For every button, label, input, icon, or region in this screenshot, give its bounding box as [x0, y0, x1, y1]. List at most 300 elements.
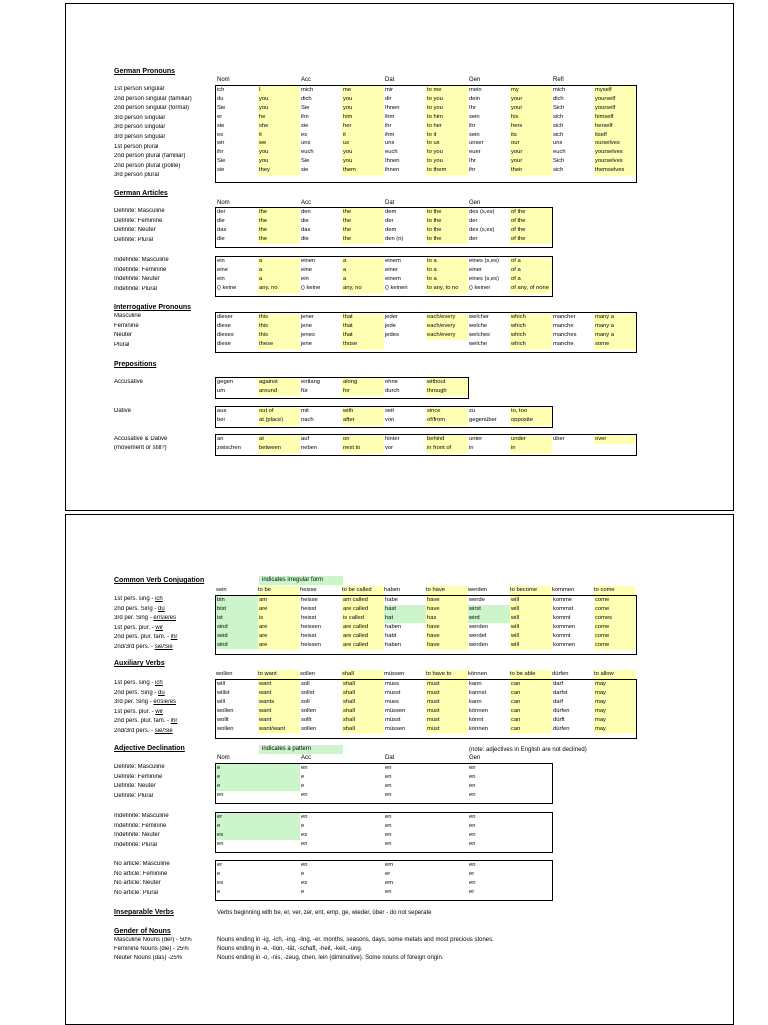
interrogative-cell: jene	[301, 340, 312, 347]
auxiliary-header-cell: dürfen	[552, 671, 569, 677]
auxiliary-cell: wollen	[217, 707, 234, 714]
pronoun-cell: to her	[426, 122, 468, 131]
adjective-indefinite-cell: en	[301, 814, 308, 820]
pronoun-cell: ihm	[385, 113, 395, 120]
dative-label: Dative	[114, 408, 132, 414]
adjective-header-acc: Acc	[301, 755, 312, 761]
adjective-indefinite-cell: en	[385, 822, 392, 829]
pronouns-title: German Pronouns	[114, 68, 176, 75]
auxiliary-cell: want/want	[258, 725, 300, 734]
interrogative-cell: welcher	[469, 314, 489, 320]
accusative-prep-row	[216, 378, 468, 387]
auxiliary-cell: can	[510, 707, 552, 716]
interrogative-row	[216, 331, 636, 340]
definite-article-cell: dem	[385, 226, 397, 233]
pronoun-cell: your	[510, 95, 552, 104]
definite-article-cell: der	[469, 217, 478, 224]
dative-prep-cell: nach	[301, 416, 314, 423]
auxiliary-cell: können	[469, 707, 489, 714]
interrogative-cell: jede	[385, 322, 396, 329]
row-label: Definite: Plural	[114, 792, 154, 799]
adjective-definite-row	[216, 782, 552, 791]
adjective-noarticle-row	[216, 861, 552, 870]
auxiliary-header-cell: to want	[257, 670, 299, 679]
conjugation-cell: have	[426, 641, 468, 650]
pronoun-cell: yourself	[594, 95, 636, 104]
pronoun-cell: mir	[385, 87, 394, 93]
pronoun-cell: euch	[385, 149, 398, 156]
pronoun-cell: your	[510, 104, 552, 113]
adjective-indefinite-cell: en	[385, 840, 392, 847]
adjective-noarticle-box	[215, 860, 553, 901]
auxiliary-cell: may	[594, 725, 636, 734]
pronouns-header-nom: Nom	[217, 77, 230, 83]
conjugation-row	[216, 596, 636, 605]
adjective-definite-cell: en	[385, 765, 392, 771]
conjugation-cell: are called	[342, 623, 384, 632]
pronoun-cell: ourselves	[594, 139, 636, 148]
row-label: 2nd pers. Sing - du	[114, 605, 165, 612]
gender-neuter-label: Neuter Nouns (das) -25%	[114, 955, 183, 961]
row-label: No article: Feminine	[114, 870, 168, 877]
interrogative-cell: dieses	[217, 331, 234, 338]
auxiliary-cell: can	[510, 680, 552, 689]
row-label: 2nd person plural (familiar)	[114, 153, 186, 160]
auxiliary-header-cell: to have to	[425, 670, 467, 679]
auxiliary-header-cell: wollen	[216, 671, 233, 677]
accdat-prep-cell: under	[510, 435, 552, 444]
row-label: Feminine	[114, 322, 139, 329]
auxiliary-cell: sollen	[301, 707, 317, 714]
row-label: 2nd pers. plur. fam. - ihr	[114, 718, 178, 725]
definite-article-row	[216, 235, 552, 244]
pronoun-cell: sich	[553, 122, 564, 129]
pronoun-cell: mein	[469, 87, 482, 93]
conjugation-cell: come	[594, 605, 636, 614]
dative-prep-row	[216, 416, 552, 425]
accdat-prep-cell: neben	[301, 444, 318, 451]
indefinite-article-cell: a	[258, 257, 300, 266]
auxiliary-cell: must	[426, 707, 468, 716]
indefinite-article-cell: to a	[426, 266, 468, 275]
prepositions-title: Prepositions	[114, 361, 157, 368]
gender-masculine-label: Masculine Nouns (der) - 50%	[114, 937, 192, 943]
articles-header-nom: Nom	[217, 200, 230, 206]
adjective-indefinite-row	[216, 822, 552, 831]
definite-article-cell: die	[301, 217, 309, 224]
pronoun-cell: themselves	[594, 166, 636, 175]
interrogative-cell: many a	[594, 313, 636, 322]
auxiliary-cell: dürft	[553, 716, 565, 723]
adjective-definite-cell: en	[217, 791, 224, 798]
row-label: 2nd pers. plur. fam. - ihr	[114, 634, 178, 641]
indefinite-article-row	[216, 275, 552, 284]
indefinite-article-cell: a	[258, 266, 300, 275]
conjugation-header-cell: haben	[384, 587, 401, 593]
auxiliary-cell: müsst	[385, 716, 401, 723]
conjugation-row	[216, 632, 636, 641]
pronoun-cell: hers	[510, 122, 552, 131]
auxiliary-row	[216, 716, 636, 725]
auxiliary-cell: müssen	[385, 725, 406, 732]
interrogative-cell: manche	[553, 340, 574, 347]
interrogative-cell: dieser	[217, 314, 233, 320]
conjugation-cell: sind	[216, 623, 258, 632]
adjective-noarticle-row	[216, 888, 552, 897]
auxiliary-cell: shall	[342, 707, 384, 716]
auxiliary-header-cell: to be able	[509, 670, 551, 679]
conjugation-header-row	[215, 586, 635, 595]
pronoun-label: sie/Sie	[154, 728, 173, 734]
interrogative-cell: diese	[217, 340, 231, 347]
pronoun-label: sie/Sie	[154, 644, 173, 650]
auxiliary-cell: shall	[342, 680, 384, 689]
conjugation-cell: werden	[469, 623, 489, 630]
conjugation-cell: are called	[342, 632, 384, 641]
pronoun-cell: to us	[426, 139, 468, 148]
indefinite-articles-box	[215, 256, 553, 297]
auxiliary-cell: wollen	[217, 725, 234, 732]
pronoun-cell: ich	[217, 87, 225, 93]
conjugation-cell: am	[258, 596, 300, 605]
row-label: 3rd person singular	[114, 114, 166, 121]
row-label: 1st pers. plur. - wir	[114, 624, 164, 631]
auxiliary-cell: können	[469, 725, 489, 732]
conjugation-cell: heisst	[301, 632, 317, 639]
accdat-sublabel: (movement or still?)	[114, 445, 167, 451]
auxiliary-cell: may	[594, 698, 636, 707]
indefinite-article-row	[216, 284, 552, 293]
pronoun-cell: to them	[426, 166, 468, 175]
adjective-definite-cell: en	[469, 773, 476, 780]
accdat-prep-cell: vor	[385, 444, 394, 451]
accdat-label: Accusative & Dative	[114, 436, 168, 442]
definite-article-cell: to the	[426, 235, 468, 244]
auxiliary-cell: sollst	[301, 689, 315, 696]
interrogative-cell: those	[342, 340, 384, 349]
pronoun-cell: sein	[469, 131, 480, 138]
conjugation-cell: are	[258, 623, 300, 632]
conjugation-header-cell: to be	[257, 586, 299, 595]
auxiliary-cell: darfst	[553, 689, 568, 696]
conjugation-row	[216, 614, 636, 623]
auxiliary-cell: muss	[385, 681, 399, 687]
auxiliary-cell: kannst	[469, 689, 487, 696]
conjugation-cell: kommen	[553, 623, 576, 630]
indefinite-article-cell: ein	[217, 275, 225, 282]
pronoun-label: ihr	[170, 634, 178, 641]
auxiliary-cell: wollt	[217, 716, 229, 723]
conjugation-cell: kommst	[553, 605, 574, 612]
pronoun-cell: Sich	[553, 158, 565, 165]
accdat-prep-cell: hinter	[385, 436, 400, 442]
indefinite-article-cell: of a	[510, 266, 552, 275]
pronoun-cell: my	[510, 86, 552, 95]
indefinite-article-cell: a	[258, 275, 300, 284]
row-label: Indefinite: Feminine	[114, 266, 167, 273]
conjugation-cell: ist	[216, 614, 258, 623]
pronoun-cell: your	[510, 148, 552, 157]
conjugation-cell: are	[258, 605, 300, 614]
auxiliary-cell: can	[510, 716, 552, 725]
auxiliary-cell: may	[594, 680, 636, 689]
interrogative-table	[216, 313, 636, 349]
conjugation-cell: will	[510, 641, 552, 650]
dative-prep-cell: bei	[217, 416, 225, 423]
pronoun-cell: unser	[469, 140, 484, 147]
auxiliary-cell: shall	[342, 716, 384, 725]
accdat-prep-cell: next to	[342, 444, 384, 453]
pronoun-cell: him	[342, 113, 384, 122]
pronoun-cell: ihr	[469, 122, 476, 129]
dative-prep-cell: opposite	[510, 416, 552, 425]
pronoun-cell: uns	[385, 140, 395, 147]
row-label: Indefinite: Masculine	[114, 813, 169, 819]
definite-article-row	[216, 226, 552, 235]
auxiliary-table	[216, 680, 636, 733]
indefinite-article-cell: einen	[301, 258, 316, 264]
conjugation-title: Common Verb Conjugation	[114, 577, 205, 584]
dative-prep-row	[216, 407, 552, 416]
pronoun-cell: our	[510, 139, 552, 148]
pronoun-cell: er	[217, 113, 223, 120]
adjective-indefinite-cell: en	[301, 840, 308, 847]
conjugation-cell: werdet	[469, 632, 487, 639]
auxiliary-cell: may	[594, 689, 636, 698]
auxiliary-cell: müssen	[385, 707, 406, 714]
auxiliary-header-cell: to allow	[593, 670, 635, 679]
auxiliary-cell: can	[510, 689, 552, 698]
indefinite-article-row	[216, 266, 552, 275]
conjugation-cell: komme	[553, 597, 573, 603]
accdat-prep-cell: over	[594, 435, 636, 444]
accusative-label: Accusative	[114, 379, 144, 385]
pronoun-cell: ihnen	[385, 167, 400, 174]
auxiliary-cell: want	[258, 680, 300, 689]
interrogative-cell: manche	[553, 322, 574, 329]
interrogative-cell: each/every	[426, 331, 468, 340]
auxiliary-cell: soll	[301, 698, 310, 705]
row-label: No article: Masculine	[114, 861, 170, 867]
indefinite-article-cell: () keiner	[469, 284, 491, 291]
accdat-prep-cell: in front of	[426, 444, 468, 453]
indefinite-article-cell: ein	[301, 275, 309, 282]
auxiliary-cell: shall	[342, 689, 384, 698]
adjective-definite-table	[216, 764, 552, 800]
conjugation-cell: comes	[594, 614, 636, 623]
accdat-prep-cell: an	[217, 436, 224, 442]
interrogative-row	[216, 340, 636, 349]
interrogative-cell: some	[594, 340, 636, 349]
pronoun-cell: yourselves	[594, 157, 636, 166]
auxiliary-cell: must	[426, 680, 468, 689]
row-label: 3rd per. Sing - er/sie/es	[114, 615, 177, 622]
inseparable-text: Verbs beginning with be, er, ver, zer, ent, emp, ge, wieder, über - do not seperate	[217, 910, 432, 916]
row-label: 1st pers. plur. - wir	[114, 708, 164, 715]
definite-article-cell: das	[217, 226, 227, 233]
pronoun-cell: Sie	[217, 104, 226, 111]
accusative-prep-cell: ohne	[385, 379, 398, 385]
auxiliary-cell: want	[258, 707, 300, 716]
pronoun-cell: sich	[553, 131, 564, 138]
adjective-indefinite-cell: en	[469, 814, 476, 820]
conjugation-cell: are called	[342, 605, 384, 614]
conjugation-table	[216, 596, 636, 649]
row-label: 2nd person singular (familiar)	[114, 95, 192, 102]
adjective-definite-cell: e	[216, 773, 300, 782]
pronoun-cell: his	[510, 113, 552, 122]
interrogative-cell: jene	[301, 322, 312, 329]
auxiliary-cell: sollt	[301, 716, 312, 723]
pronoun-cell: he	[258, 113, 300, 122]
conjugation-cell: heisst	[301, 605, 317, 612]
auxiliary-row	[216, 707, 636, 716]
interrogative-cell: many a	[594, 331, 636, 340]
dative-prep-cell: seit	[385, 408, 395, 414]
conjugation-cell: come	[594, 632, 636, 641]
conjugation-cell: are	[258, 632, 300, 641]
accusative-prep-cell: für	[301, 387, 308, 394]
definite-article-cell: the	[342, 235, 384, 244]
definite-article-cell: des (s,es)	[469, 226, 495, 233]
auxiliary-cell: wants	[258, 698, 300, 707]
definite-article-cell: to the	[426, 217, 468, 226]
accusative-table	[216, 378, 468, 396]
articles-header-gen: Gen	[469, 200, 481, 206]
interrogative-cell: that	[342, 313, 384, 322]
pronoun-row	[216, 166, 636, 175]
pronoun-row	[216, 95, 636, 104]
pronoun-cell: their	[510, 166, 552, 175]
definite-article-cell: die	[217, 235, 225, 242]
interrogative-cell: welches	[469, 331, 490, 338]
conjugation-cell: will	[510, 605, 552, 614]
interrogative-cell: welche	[469, 322, 488, 329]
conjugation-cell: werde	[469, 597, 485, 603]
definite-articles-table	[216, 208, 552, 244]
pronouns-table-box	[215, 85, 637, 183]
auxiliary-row	[216, 689, 636, 698]
adjective-indefinite-cell: en	[469, 822, 476, 829]
pronouns-header-gen: Gen	[469, 77, 481, 83]
dative-prep-cell: to, too	[510, 407, 552, 416]
conjugation-cell: come	[594, 641, 636, 650]
auxiliary-cell: may	[594, 707, 636, 716]
row-label: No article: Neuter	[114, 880, 161, 887]
adjective-noarticle-cell: es	[301, 879, 308, 886]
conjugation-cell: has	[426, 614, 468, 623]
pronoun-label: wir	[155, 624, 164, 631]
inseparable-title: Inseparable Verbs	[114, 909, 174, 916]
adjective-noarticle-cell: es	[217, 879, 224, 886]
auxiliary-cell: willst	[217, 689, 230, 696]
adjective-definite-cell: en	[385, 782, 392, 789]
pronoun-cell: es	[301, 131, 308, 138]
adjective-note: (note: adjectives in English are not declined)	[469, 747, 587, 753]
pronoun-cell: myself	[594, 86, 636, 95]
auxiliary-header-cell: müssen	[384, 671, 405, 677]
definite-article-cell: of the	[510, 235, 552, 244]
interrogative-cell	[426, 340, 468, 349]
definite-article-cell: to the	[426, 208, 468, 217]
adjective-definite-cell: e	[216, 782, 300, 791]
pronoun-cell: euer	[469, 149, 481, 156]
pronoun-cell: herself	[594, 122, 636, 131]
interrogative-cell: that	[342, 322, 384, 331]
indefinite-article-cell: a	[342, 266, 384, 275]
definite-article-cell: die	[217, 217, 225, 224]
adjective-indefinite-row	[216, 840, 552, 849]
definite-article-cell: dem	[385, 209, 397, 215]
accusative-prep-cell: entlang	[301, 379, 321, 385]
row-label: 1st pers. sing - ich	[114, 596, 163, 602]
interrogative-title: Interrogative Pronouns	[114, 304, 192, 311]
auxiliary-cell: muss	[385, 698, 399, 705]
pronoun-cell: to you	[426, 148, 468, 157]
pronoun-cell: yourselves	[594, 148, 636, 157]
adjective-indefinite-table	[216, 813, 552, 849]
conjugation-row	[216, 641, 636, 650]
gender-feminine-label: Feminine Nouns (die) - 25%	[114, 946, 189, 952]
pronoun-cell: to me	[426, 86, 468, 95]
pronoun-cell: euch	[553, 149, 566, 156]
indefinite-article-cell: of a	[510, 257, 552, 266]
adjective-noarticle-cell: em	[385, 862, 394, 868]
conjugation-box	[215, 595, 637, 655]
adjective-noarticle-cell: en	[301, 862, 308, 868]
row-label: Indefinite: Masculine	[114, 257, 169, 263]
conjugation-cell: heissen	[301, 623, 321, 630]
dative-prep-cell: at (place)	[258, 416, 300, 425]
pronoun-cell: sie	[217, 122, 225, 129]
pronoun-label: er/sie/es	[153, 615, 177, 622]
accdat-prep-cell: auf	[301, 436, 310, 442]
pronoun-cell: Ihr	[469, 158, 476, 165]
definite-article-row	[216, 208, 552, 217]
conjugation-cell: will	[510, 614, 552, 623]
pronoun-cell: yourself	[594, 104, 636, 113]
irregular-legend: indicates irregular form	[259, 576, 343, 585]
pronoun-cell: ihm	[385, 131, 395, 138]
adjective-definite-row	[216, 791, 552, 800]
indefinite-article-cell: to a	[426, 257, 468, 266]
interrogative-cell: which	[510, 331, 552, 340]
definite-article-cell: of the	[510, 226, 552, 235]
row-label: Definite: Neuter	[114, 227, 156, 234]
adjective-noarticle-table	[216, 861, 552, 897]
row-label: 2nd/3rd pers. - sie/Sie	[114, 728, 173, 734]
pronoun-cell: Ihr	[469, 104, 476, 111]
indefinite-article-cell: einer	[385, 266, 398, 273]
adjective-indefinite-cell: es	[301, 831, 308, 838]
accusative-prep-cell: around	[258, 387, 300, 396]
row-label: Indefinite: Feminine	[114, 822, 167, 829]
definite-article-cell: of the	[510, 217, 552, 226]
accusative-prep-cell: durch	[385, 387, 400, 394]
pronoun-cell: to you	[426, 157, 468, 166]
definite-article-cell: der	[469, 235, 478, 242]
accdat-prep-cell: on	[342, 435, 384, 444]
dative-table	[216, 407, 552, 425]
interrogative-cell: jener	[301, 314, 314, 320]
pronoun-cell: Sich	[553, 104, 565, 111]
interrogative-cell: these	[258, 340, 300, 349]
accusative-prep-cell: for	[342, 387, 384, 396]
interrogative-cell: this	[258, 322, 300, 331]
articles-header-acc: Acc	[301, 200, 312, 206]
auxiliary-cell: must	[426, 716, 468, 725]
auxiliary-cell: must	[426, 689, 468, 698]
